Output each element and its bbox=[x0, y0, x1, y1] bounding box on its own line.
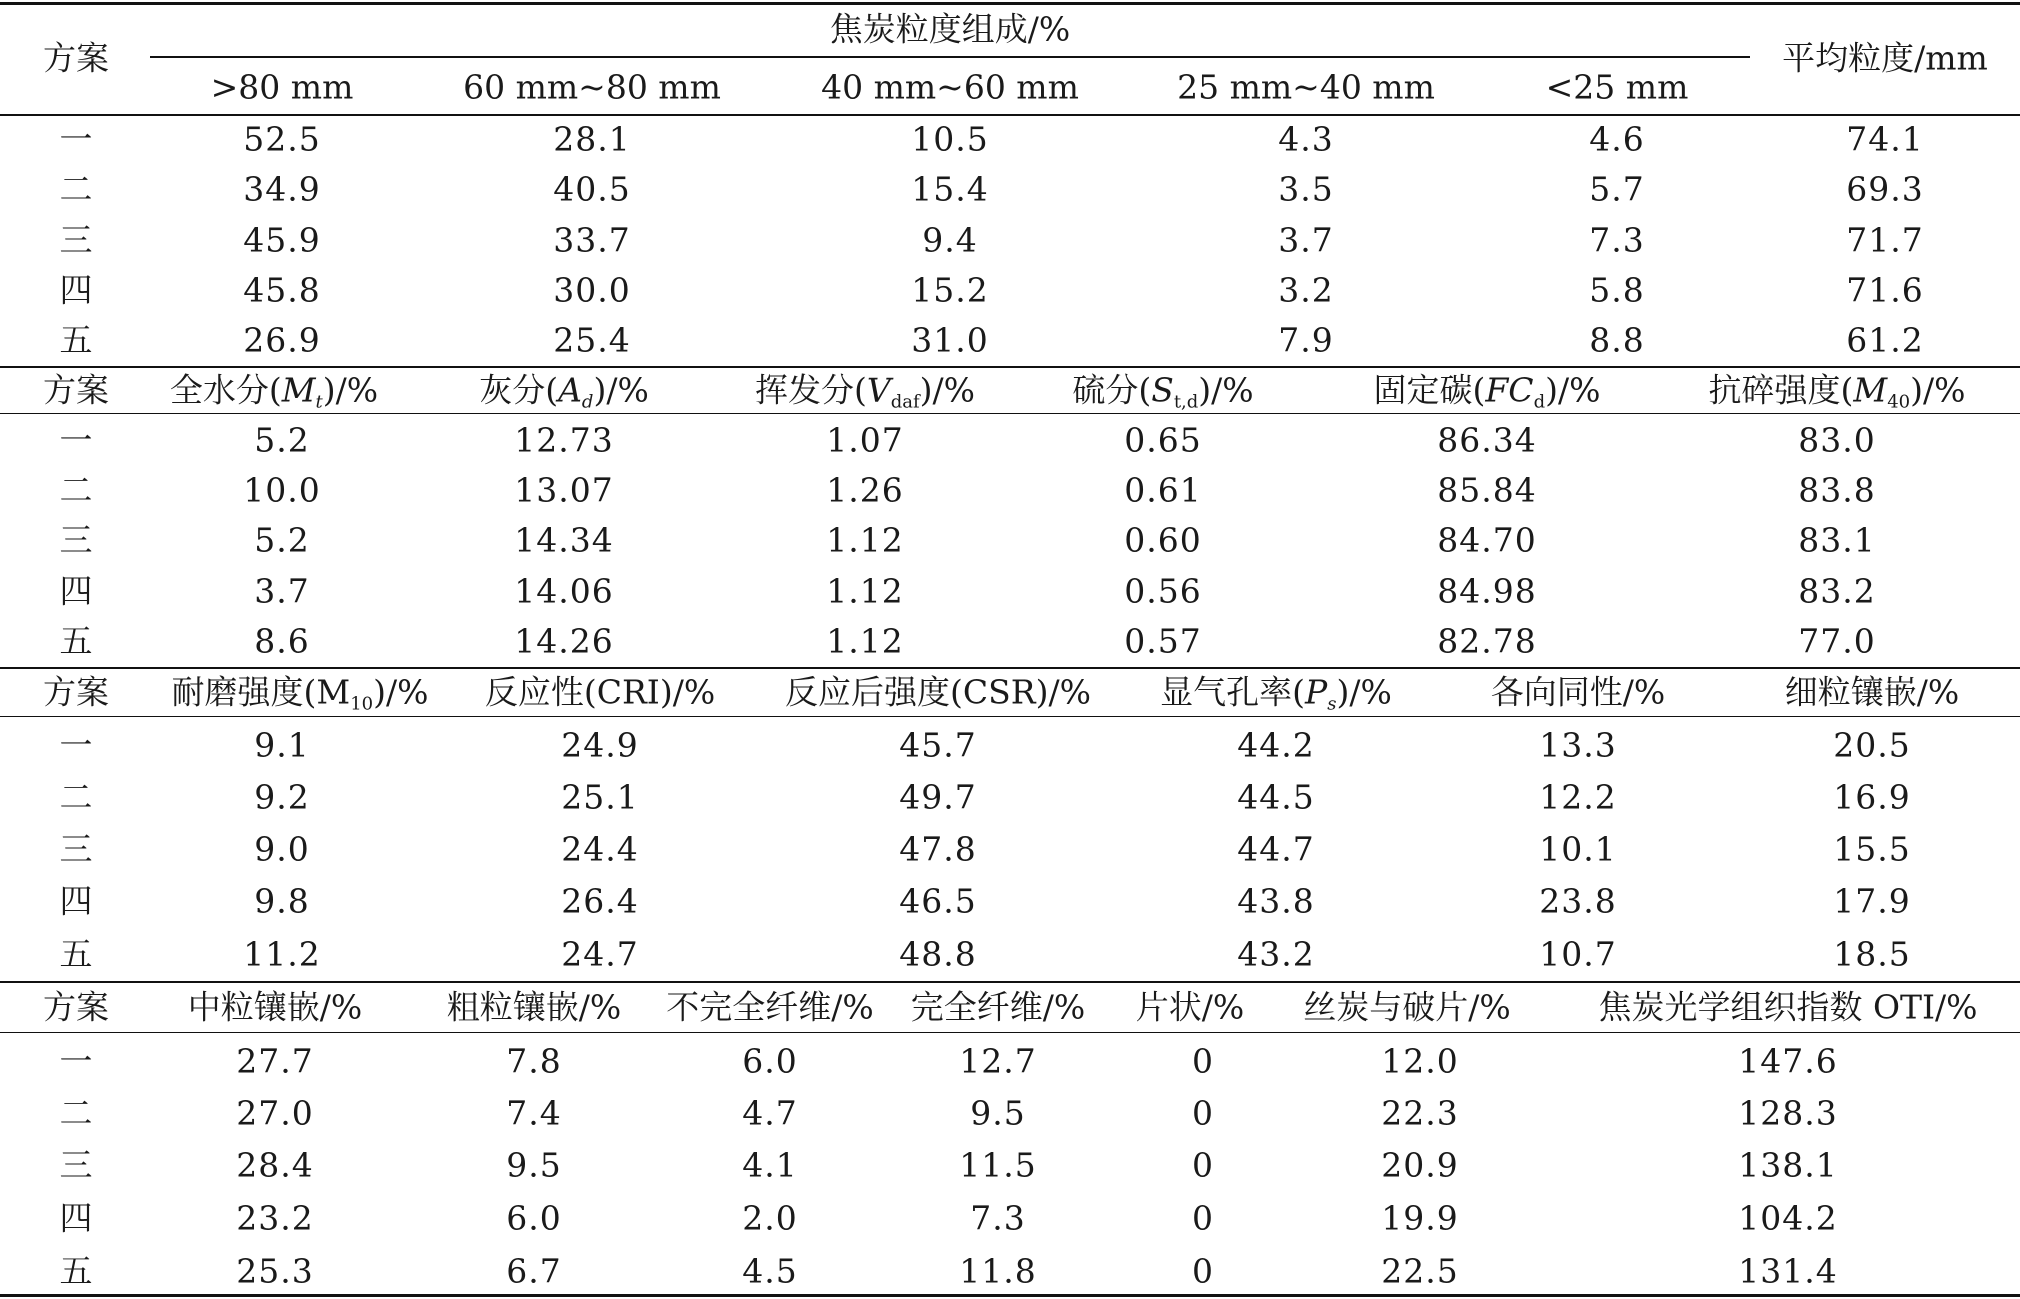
table-cell: 83.0 bbox=[1798, 420, 1876, 460]
table-cell: 26.4 bbox=[561, 881, 639, 921]
table-cell: 5.8 bbox=[1589, 270, 1645, 310]
table-cell: 147.6 bbox=[1738, 1041, 1838, 1081]
table-cell: 11.2 bbox=[243, 934, 321, 974]
table-cell: 33.7 bbox=[553, 220, 631, 260]
table-cell: 22.5 bbox=[1381, 1251, 1459, 1291]
table-cell: 7.8 bbox=[506, 1041, 562, 1081]
s4-header-col: 不完全纤维/% bbox=[666, 987, 874, 1027]
row-scheme-label: 三 bbox=[59, 829, 93, 869]
table-cell: 24.4 bbox=[561, 829, 639, 869]
row-scheme-label: 二 bbox=[59, 470, 93, 510]
s3-header-scheme: 方案 bbox=[43, 672, 109, 712]
table-cell: 19.9 bbox=[1381, 1198, 1459, 1238]
table-cell: 12.7 bbox=[959, 1041, 1037, 1081]
row-scheme-label: 一 bbox=[59, 1041, 93, 1081]
s2-header-sulfur: 硫分$(S_{t,d})/\%$ bbox=[1072, 370, 1254, 413]
table-cell: 83.2 bbox=[1798, 571, 1876, 611]
row-scheme-label: 五 bbox=[59, 934, 93, 974]
table-cell: 10.0 bbox=[243, 470, 321, 510]
row-scheme-label: 三 bbox=[59, 1145, 93, 1185]
table-cell: 45.7 bbox=[899, 725, 977, 765]
s3-header-cri: 反应性(CRI)/% bbox=[484, 672, 716, 712]
table-cell: 4.7 bbox=[742, 1093, 798, 1133]
table-cell: 138.1 bbox=[1738, 1145, 1838, 1185]
table-cell: 84.70 bbox=[1437, 520, 1537, 560]
table-cell: 46.5 bbox=[899, 881, 977, 921]
table-cell: 45.8 bbox=[243, 270, 321, 310]
table-cell: 13.07 bbox=[514, 470, 614, 510]
row-scheme-label: 一 bbox=[59, 420, 93, 460]
table-cell: 15.5 bbox=[1833, 829, 1911, 869]
table-cell: 10.5 bbox=[911, 119, 989, 159]
table-cell: 82.78 bbox=[1437, 621, 1537, 661]
s2-header-scheme: 方案 bbox=[43, 370, 109, 410]
row-scheme-label: 二 bbox=[59, 169, 93, 209]
table-cell: 85.84 bbox=[1437, 470, 1537, 510]
group-rule bbox=[150, 56, 1750, 58]
table-cell: 0.60 bbox=[1124, 520, 1202, 560]
table-cell: 0 bbox=[1192, 1251, 1214, 1291]
table-cell: 6.7 bbox=[506, 1251, 562, 1291]
s4-header-scheme: 方案 bbox=[43, 987, 109, 1027]
table-cell: 9.5 bbox=[970, 1093, 1026, 1133]
table-cell: 69.3 bbox=[1846, 169, 1924, 209]
row-scheme-label: 五 bbox=[59, 621, 93, 661]
table-cell: 0.65 bbox=[1124, 420, 1202, 460]
table-cell: 15.4 bbox=[911, 169, 989, 209]
table-cell: 0.61 bbox=[1124, 470, 1202, 510]
header-rule bbox=[0, 114, 2020, 116]
s4-header-col: 完全纤维/% bbox=[910, 987, 1086, 1027]
table-cell: 25.1 bbox=[561, 777, 639, 817]
s3-header-porosity: 显气孔率$(P_s)/\%$ bbox=[1160, 672, 1392, 715]
table-cell: 43.8 bbox=[1237, 881, 1315, 921]
header-size-col: 60 mm~80 mm bbox=[463, 67, 721, 107]
table-cell: 11.5 bbox=[959, 1145, 1037, 1185]
row-scheme-label: 五 bbox=[59, 1251, 93, 1291]
table-cell: 12.0 bbox=[1381, 1041, 1459, 1081]
row-scheme-label: 一 bbox=[59, 119, 93, 159]
row-scheme-label: 三 bbox=[59, 520, 93, 560]
s2-header-ash: 灰分$(A_d)/\%$ bbox=[479, 370, 649, 413]
table-cell: 27.7 bbox=[236, 1041, 314, 1081]
section4-top-rule bbox=[0, 981, 2020, 983]
section2-top-rule bbox=[0, 366, 2020, 368]
table-cell: 20.5 bbox=[1833, 725, 1911, 765]
table-cell: 7.3 bbox=[970, 1198, 1026, 1238]
table-cell: 0.57 bbox=[1124, 621, 1202, 661]
table-cell: 0 bbox=[1192, 1145, 1214, 1185]
s2-header-moisture: 全水分$(M_t)/\%$ bbox=[169, 370, 379, 413]
table-cell: 15.2 bbox=[911, 270, 989, 310]
table-cell: 24.9 bbox=[561, 725, 639, 765]
header-avg-size: 平均粒度/mm bbox=[1782, 38, 1988, 78]
table-cell: 9.0 bbox=[254, 829, 310, 869]
table-cell: 131.4 bbox=[1738, 1251, 1838, 1291]
section3-top-rule bbox=[0, 667, 2020, 669]
header-size-col: <25 mm bbox=[1545, 67, 1689, 107]
table-cell: 83.8 bbox=[1798, 470, 1876, 510]
table-cell: 44.2 bbox=[1237, 725, 1315, 765]
table-cell: 0.56 bbox=[1124, 571, 1202, 611]
table-cell: 3.7 bbox=[1278, 220, 1334, 260]
table-cell: 6.0 bbox=[742, 1041, 798, 1081]
table-cell: 27.0 bbox=[236, 1093, 314, 1133]
s4-header-col: 焦炭光学组织指数 OTI/% bbox=[1598, 987, 1978, 1027]
table-cell: 0 bbox=[1192, 1041, 1214, 1081]
s2-header-m40: 抗碎强度$(M_{40})/\%$ bbox=[1708, 370, 1966, 413]
table-cell: 4.1 bbox=[742, 1145, 798, 1185]
table-cell: 5.2 bbox=[254, 420, 310, 460]
table-cell: 1.12 bbox=[826, 621, 904, 661]
row-scheme-label: 四 bbox=[59, 571, 93, 611]
table-cell: 10.1 bbox=[1539, 829, 1617, 869]
table-cell: 7.3 bbox=[1589, 220, 1645, 260]
s3-header-csr: 反应后强度(CSR)/% bbox=[785, 672, 1091, 712]
table-cell: 34.9 bbox=[243, 169, 321, 209]
table-cell: 5.2 bbox=[254, 520, 310, 560]
table-cell: 23.8 bbox=[1539, 881, 1617, 921]
table-cell: 48.8 bbox=[899, 934, 977, 974]
table-cell: 44.5 bbox=[1237, 777, 1315, 817]
table-cell: 1.12 bbox=[826, 571, 904, 611]
table-cell: 0 bbox=[1192, 1198, 1214, 1238]
table-cell: 47.8 bbox=[899, 829, 977, 869]
table-cell: 14.26 bbox=[514, 621, 614, 661]
row-scheme-label: 三 bbox=[59, 220, 93, 260]
row-scheme-label: 四 bbox=[59, 270, 93, 310]
table-cell: 10.7 bbox=[1539, 934, 1617, 974]
table-cell: 61.2 bbox=[1846, 320, 1924, 360]
table-cell: 11.8 bbox=[959, 1251, 1037, 1291]
header-scheme: 方案 bbox=[43, 38, 109, 78]
table-cell: 1.26 bbox=[826, 470, 904, 510]
table-cell: 86.34 bbox=[1437, 420, 1537, 460]
table-cell: 4.3 bbox=[1278, 119, 1334, 159]
table-cell: 74.1 bbox=[1846, 119, 1924, 159]
table-cell: 128.3 bbox=[1738, 1093, 1838, 1133]
s4-header-col: 中粒镶嵌/% bbox=[187, 987, 363, 1027]
table-cell: 23.2 bbox=[236, 1198, 314, 1238]
s3-header-m10: 耐磨强度$(M_{10})/\%$ bbox=[171, 672, 429, 715]
table-cell: 7.4 bbox=[506, 1093, 562, 1133]
row-scheme-label: 四 bbox=[59, 881, 93, 921]
table-cell: 28.1 bbox=[553, 119, 631, 159]
table-cell: 28.4 bbox=[236, 1145, 314, 1185]
table-cell: 4.5 bbox=[742, 1251, 798, 1291]
table-cell: 44.7 bbox=[1237, 829, 1315, 869]
table-cell: 17.9 bbox=[1833, 881, 1911, 921]
table-cell: 12.2 bbox=[1539, 777, 1617, 817]
s4-header-col: 丝炭与破片/% bbox=[1303, 987, 1511, 1027]
table-cell: 3.5 bbox=[1278, 169, 1334, 209]
table-cell: 6.0 bbox=[506, 1198, 562, 1238]
table-cell: 104.2 bbox=[1738, 1198, 1838, 1238]
s3-header-fine-mosaic: 细粒镶嵌/% bbox=[1784, 672, 1960, 712]
table-cell: 9.8 bbox=[254, 881, 310, 921]
table-cell: 25.4 bbox=[553, 320, 631, 360]
table-cell: 43.2 bbox=[1237, 934, 1315, 974]
table-cell: 14.06 bbox=[514, 571, 614, 611]
table-cell: 4.6 bbox=[1589, 119, 1645, 159]
table-cell: 9.5 bbox=[506, 1145, 562, 1185]
row-scheme-label: 五 bbox=[59, 320, 93, 360]
table-cell: 14.34 bbox=[514, 520, 614, 560]
table-cell: 2.0 bbox=[742, 1198, 798, 1238]
table-cell: 22.3 bbox=[1381, 1093, 1459, 1133]
table-cell: 5.7 bbox=[1589, 169, 1645, 209]
table-cell: 24.7 bbox=[561, 934, 639, 974]
section3-header-rule bbox=[0, 716, 2020, 717]
s4-header-col: 粗粒镶嵌/% bbox=[446, 987, 622, 1027]
table-cell: 84.98 bbox=[1437, 571, 1537, 611]
table-cell: 71.7 bbox=[1846, 220, 1924, 260]
table-cell: 45.9 bbox=[243, 220, 321, 260]
table-cell: 16.9 bbox=[1833, 777, 1911, 817]
row-scheme-label: 四 bbox=[59, 1198, 93, 1238]
section2-header-rule bbox=[0, 413, 2020, 414]
table-cell: 18.5 bbox=[1833, 934, 1911, 974]
table-cell: 8.8 bbox=[1589, 320, 1645, 360]
table-cell: 20.9 bbox=[1381, 1145, 1459, 1185]
table-cell: 3.7 bbox=[254, 571, 310, 611]
row-scheme-label: 二 bbox=[59, 1093, 93, 1133]
table-cell: 9.1 bbox=[254, 725, 310, 765]
table-cell: 9.4 bbox=[922, 220, 978, 260]
top-rule bbox=[0, 2, 2020, 5]
table-cell: 49.7 bbox=[899, 777, 977, 817]
s2-header-volatile: 挥发分$(V_{daf})/\%$ bbox=[755, 370, 975, 413]
table-cell: 9.2 bbox=[254, 777, 310, 817]
table-cell: 1.12 bbox=[826, 520, 904, 560]
table-cell: 30.0 bbox=[553, 270, 631, 310]
header-size-group: 焦炭粒度组成/% bbox=[829, 9, 1071, 49]
s2-header-fixed-carbon: 固定碳$(FC_d)/\%$ bbox=[1373, 370, 1601, 413]
table-cell: 12.73 bbox=[514, 420, 614, 460]
s3-header-isotropic: 各向同性/% bbox=[1490, 672, 1666, 712]
table-cell: 77.0 bbox=[1798, 621, 1876, 661]
table-cell: 52.5 bbox=[243, 119, 321, 159]
header-size-col: 40 mm~60 mm bbox=[821, 67, 1079, 107]
table-cell: 7.9 bbox=[1278, 320, 1334, 360]
table-cell: 8.6 bbox=[254, 621, 310, 661]
table-cell: 31.0 bbox=[911, 320, 989, 360]
table-cell: 83.1 bbox=[1798, 520, 1876, 560]
table-cell: 0 bbox=[1192, 1093, 1214, 1133]
section4-header-rule bbox=[0, 1032, 2020, 1033]
table-cell: 40.5 bbox=[553, 169, 631, 209]
header-size-col: 25 mm~40 mm bbox=[1177, 67, 1435, 107]
bottom-rule bbox=[0, 1294, 2020, 1297]
table-cell: 13.3 bbox=[1539, 725, 1617, 765]
s4-header-col: 片状/% bbox=[1135, 987, 1245, 1027]
table-cell: 71.6 bbox=[1846, 270, 1924, 310]
table-cell: 26.9 bbox=[243, 320, 321, 360]
table-cell: 1.07 bbox=[826, 420, 904, 460]
header-size-col: >80 mm bbox=[210, 67, 354, 107]
row-scheme-label: 二 bbox=[59, 777, 93, 817]
table-cell: 3.2 bbox=[1278, 270, 1334, 310]
row-scheme-label: 一 bbox=[59, 725, 93, 765]
table-cell: 25.3 bbox=[236, 1251, 314, 1291]
